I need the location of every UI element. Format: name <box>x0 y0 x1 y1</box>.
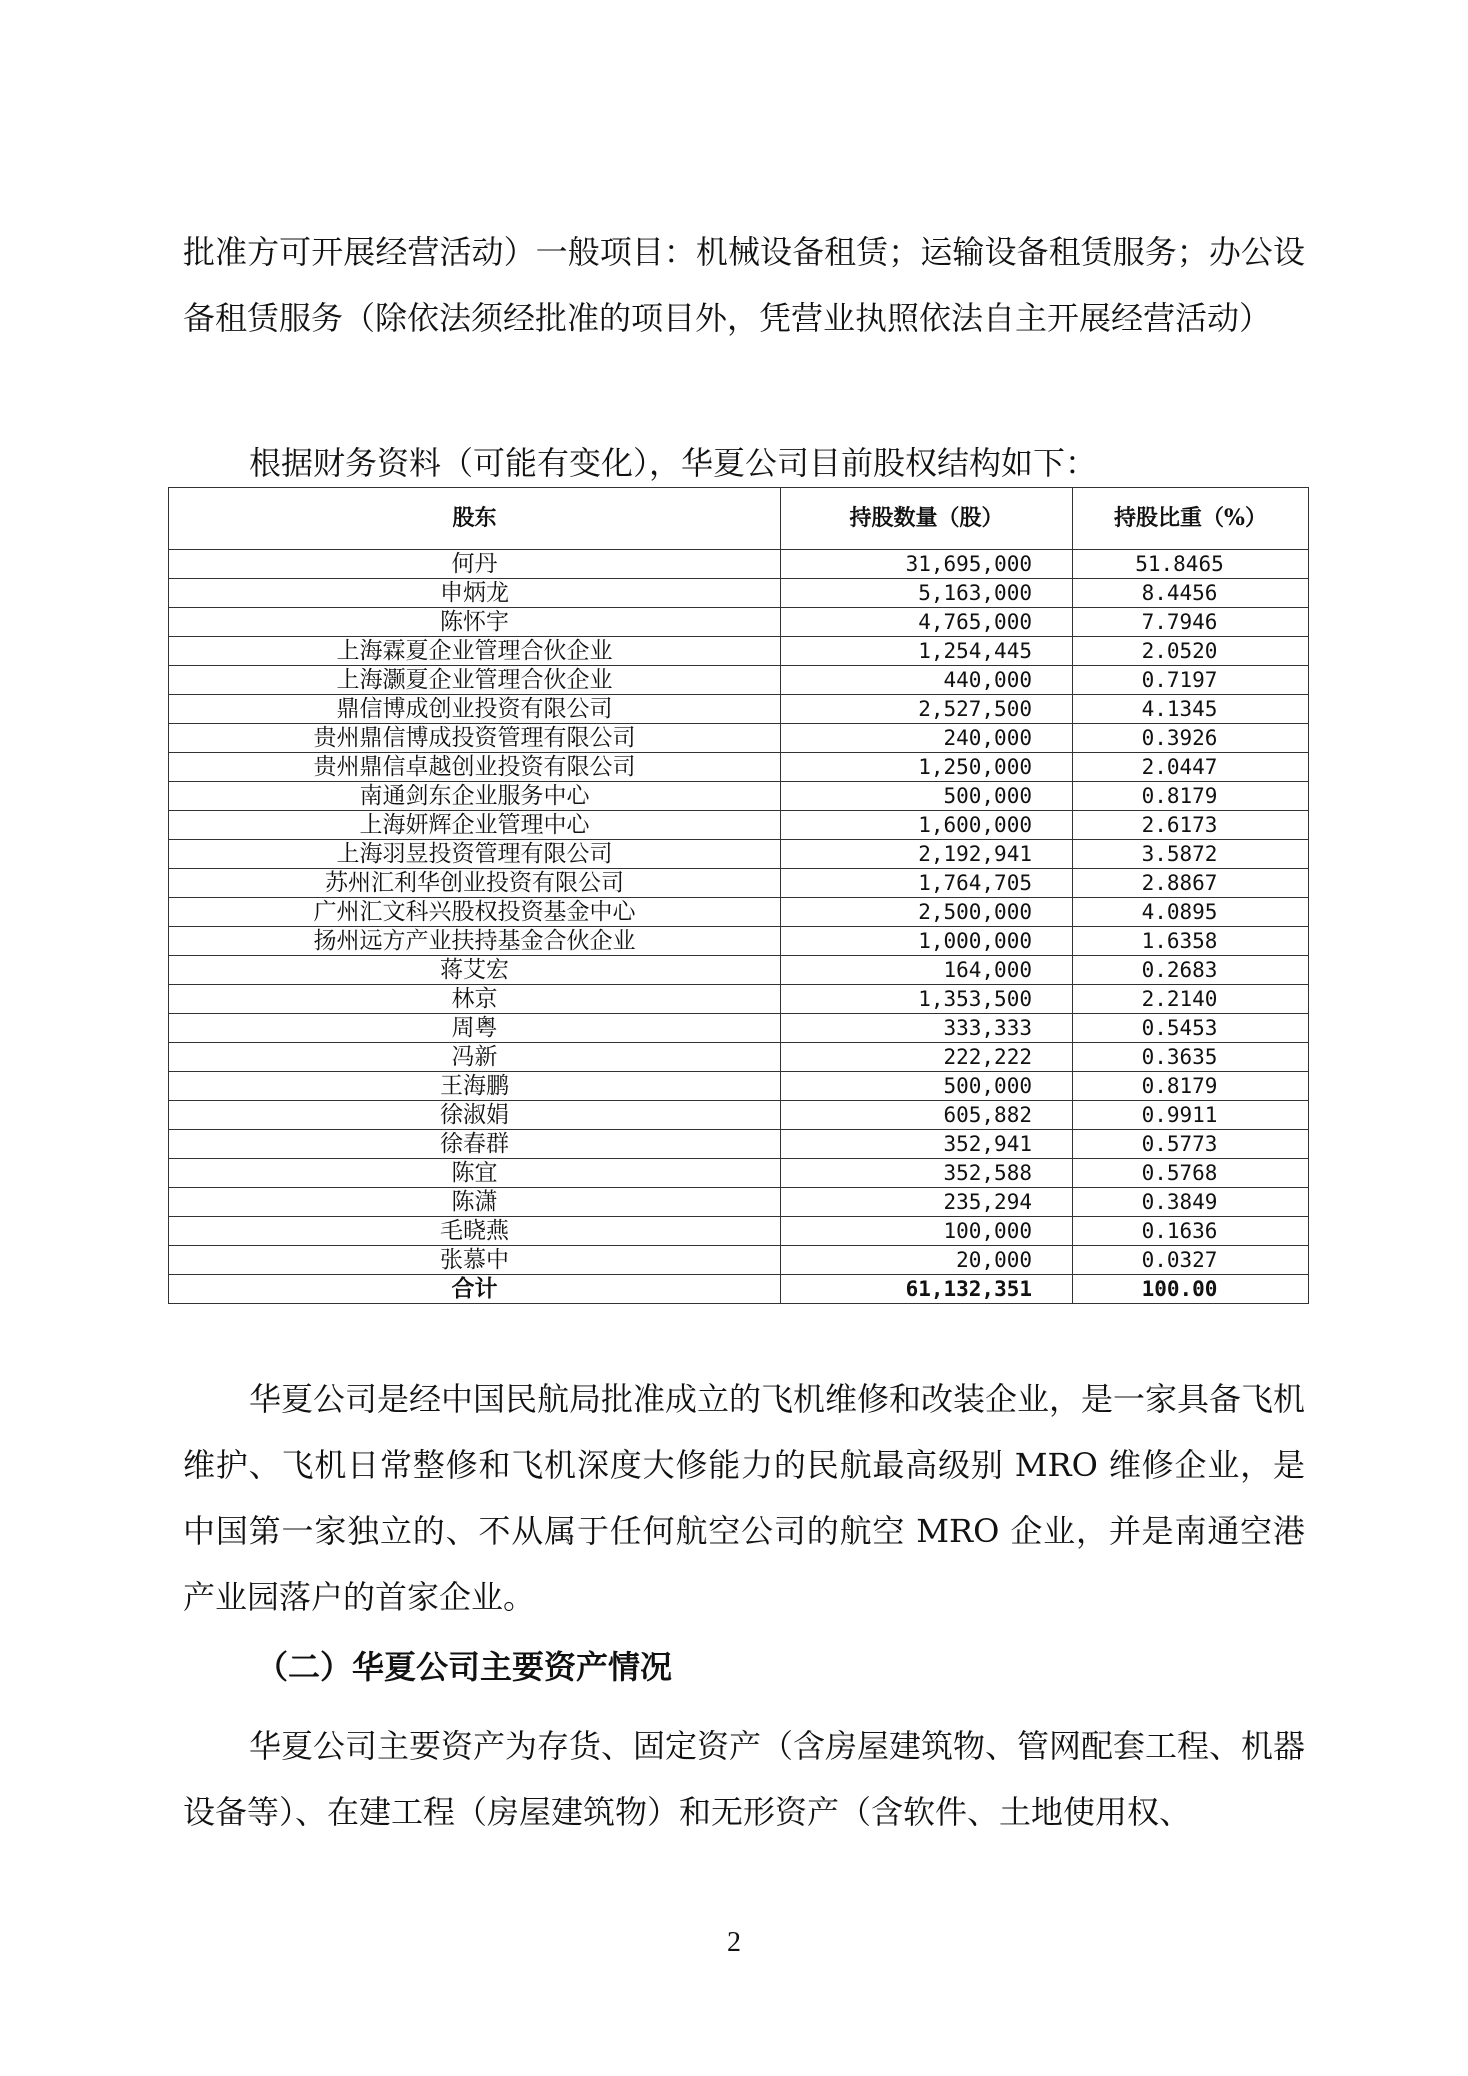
shareholder-name-cell: 周粤 <box>169 1014 781 1043</box>
shareholder-name-cell: 王海鹏 <box>169 1072 781 1101</box>
shareholder-name-cell: 上海灏夏企业管理合伙企业 <box>169 666 781 695</box>
intro-paragraph: 批准方可开展经营活动）一般项目：机械设备租赁；运输设备租赁服务；办公设备租赁服务（除依法须经批准的项目外，凭营业执照依法自主开展经营活动） <box>183 233 1305 337</box>
table-row <box>169 637 1309 666</box>
shares-cell: 164,000 <box>781 956 1073 985</box>
shares-cell: 605,882 <box>781 1101 1073 1130</box>
shares-cell: 20,000 <box>781 1246 1073 1275</box>
shares-cell: 2,192,941 <box>781 840 1073 869</box>
page-number: 2 <box>727 1927 741 1958</box>
shares-cell: 4,765,000 <box>781 608 1073 637</box>
header-shareholder: 股东 <box>169 488 781 550</box>
percentage-cell: 2.6173 <box>1073 811 1309 840</box>
shares-cell: 1,764,705 <box>781 869 1073 898</box>
shares-cell: 352,588 <box>781 1159 1073 1188</box>
shareholder-name-cell: 徐春群 <box>169 1130 781 1159</box>
percentage-cell: 0.1636 <box>1073 1217 1309 1246</box>
percentage-cell: 0.0327 <box>1073 1246 1309 1275</box>
percentage-cell: 0.3926 <box>1073 724 1309 753</box>
table-row <box>169 1246 1309 1275</box>
percentage-cell: 0.3635 <box>1073 1043 1309 1072</box>
percentage-cell: 2.0447 <box>1073 753 1309 782</box>
table-row <box>169 985 1309 1014</box>
table-lead-text: 根据财务资料（可能有变化），华夏公司目前股权结构如下： <box>249 444 1098 482</box>
table-row <box>169 695 1309 724</box>
shares-cell: 1,254,445 <box>781 637 1073 666</box>
percentage-cell: 0.5453 <box>1073 1014 1309 1043</box>
shareholder-name-cell: 徐淑娟 <box>169 1101 781 1130</box>
shareholder-name-cell: 陈宜 <box>169 1159 781 1188</box>
percentage-cell: 7.7946 <box>1073 608 1309 637</box>
percentage-cell: 8.4456 <box>1073 579 1309 608</box>
table-row <box>169 869 1309 898</box>
table-row <box>169 840 1309 869</box>
company-description-paragraph: 华夏公司是经中国民航局批准成立的飞机维修和改装企业，是一家具备飞机维护、飞机日常整修和飞机深度大修能力的民航最高级别 MRO 维修企业，是中国第一家独立的、不从属于任何航空公司的航空 MRO 企业，并是南通空港产业园落户的首家企业。 <box>183 1380 1306 1616</box>
shareholder-name-cell: 贵州鼎信博成投资管理有限公司 <box>169 724 781 753</box>
table-row <box>169 1101 1309 1130</box>
table-row <box>169 1072 1309 1101</box>
section-heading: （二）华夏公司主要资产情况 <box>256 1648 673 1686</box>
table-row <box>169 1188 1309 1217</box>
table-row <box>169 1217 1309 1246</box>
table-row <box>169 608 1309 637</box>
shareholder-name-cell: 陈潇 <box>169 1188 781 1217</box>
shares-cell: 1,353,500 <box>781 985 1073 1014</box>
shares-cell: 1,250,000 <box>781 753 1073 782</box>
shareholder-name-cell: 何丹 <box>169 550 781 579</box>
shares-cell: 1,600,000 <box>781 811 1073 840</box>
shareholder-name-cell: 林京 <box>169 985 781 1014</box>
table-row <box>169 782 1309 811</box>
table-body <box>169 550 1309 1304</box>
percentage-cell: 100.00 <box>1073 1275 1309 1304</box>
table-row <box>169 1130 1309 1159</box>
percentage-cell: 2.8867 <box>1073 869 1309 898</box>
shareholder-name-cell: 冯新 <box>169 1043 781 1072</box>
shares-cell: 100,000 <box>781 1217 1073 1246</box>
table-row <box>169 1043 1309 1072</box>
table-row <box>169 927 1309 956</box>
header-percentage: 持股比重（%） <box>1073 488 1309 550</box>
shares-cell: 61,132,351 <box>781 1275 1073 1304</box>
shareholder-name-cell: 申炳龙 <box>169 579 781 608</box>
percentage-cell: 0.5768 <box>1073 1159 1309 1188</box>
percentage-cell: 0.2683 <box>1073 956 1309 985</box>
table-row <box>169 666 1309 695</box>
shares-cell: 1,000,000 <box>781 927 1073 956</box>
shares-cell: 500,000 <box>781 782 1073 811</box>
table-total-row <box>169 1275 1309 1304</box>
table-row <box>169 811 1309 840</box>
shareholder-name-cell: 广州汇文科兴股权投资基金中心 <box>169 898 781 927</box>
shares-cell: 333,333 <box>781 1014 1073 1043</box>
assets-paragraph: 华夏公司主要资产为存货、固定资产（含房屋建筑物、管网配套工程、机器设备等）、在建工程（房屋建筑物）和无形资产（含软件、土地使用权、 <box>183 1727 1306 1831</box>
table-header-row <box>169 488 1309 550</box>
table-row <box>169 1159 1309 1188</box>
table-row <box>169 956 1309 985</box>
shareholder-table <box>168 487 1309 1304</box>
shareholder-name-cell: 张慕中 <box>169 1246 781 1275</box>
shareholder-name-cell: 南通剑东企业服务中心 <box>169 782 781 811</box>
header-shares: 持股数量（股） <box>781 488 1073 550</box>
shares-cell: 352,941 <box>781 1130 1073 1159</box>
shareholder-name-cell: 上海霖夏企业管理合伙企业 <box>169 637 781 666</box>
percentage-cell: 51.8465 <box>1073 550 1309 579</box>
percentage-cell: 0.8179 <box>1073 1072 1309 1101</box>
percentage-cell: 1.6358 <box>1073 927 1309 956</box>
table-row <box>169 1014 1309 1043</box>
shareholder-name-cell: 上海羽昱投资管理有限公司 <box>169 840 781 869</box>
shareholder-name-cell: 上海妍辉企业管理中心 <box>169 811 781 840</box>
percentage-cell: 0.8179 <box>1073 782 1309 811</box>
percentage-cell: 0.9911 <box>1073 1101 1309 1130</box>
table-row <box>169 579 1309 608</box>
percentage-cell: 4.0895 <box>1073 898 1309 927</box>
percentage-cell: 3.5872 <box>1073 840 1309 869</box>
shares-cell: 2,500,000 <box>781 898 1073 927</box>
shares-cell: 31,695,000 <box>781 550 1073 579</box>
shareholder-name-cell: 贵州鼎信卓越创业投资有限公司 <box>169 753 781 782</box>
table-row <box>169 550 1309 579</box>
shares-cell: 240,000 <box>781 724 1073 753</box>
percentage-cell: 0.7197 <box>1073 666 1309 695</box>
percentage-cell: 0.5773 <box>1073 1130 1309 1159</box>
shareholder-name-cell: 合计 <box>169 1275 781 1304</box>
shares-cell: 222,222 <box>781 1043 1073 1072</box>
shareholder-name-cell: 蒋艾宏 <box>169 956 781 985</box>
shareholder-name-cell: 毛晓燕 <box>169 1217 781 1246</box>
percentage-cell: 2.2140 <box>1073 985 1309 1014</box>
percentage-cell: 4.1345 <box>1073 695 1309 724</box>
shares-cell: 440,000 <box>781 666 1073 695</box>
shareholder-name-cell: 苏州汇利华创业投资有限公司 <box>169 869 781 898</box>
shares-cell: 235,294 <box>781 1188 1073 1217</box>
table-row <box>169 724 1309 753</box>
shares-cell: 5,163,000 <box>781 579 1073 608</box>
shares-cell: 500,000 <box>781 1072 1073 1101</box>
table-row <box>169 753 1309 782</box>
shareholder-name-cell: 扬州远方产业扶持基金合伙企业 <box>169 927 781 956</box>
table-row <box>169 898 1309 927</box>
percentage-cell: 2.0520 <box>1073 637 1309 666</box>
shareholder-name-cell: 陈怀宇 <box>169 608 781 637</box>
shareholder-name-cell: 鼎信博成创业投资有限公司 <box>169 695 781 724</box>
shares-cell: 2,527,500 <box>781 695 1073 724</box>
percentage-cell: 0.3849 <box>1073 1188 1309 1217</box>
